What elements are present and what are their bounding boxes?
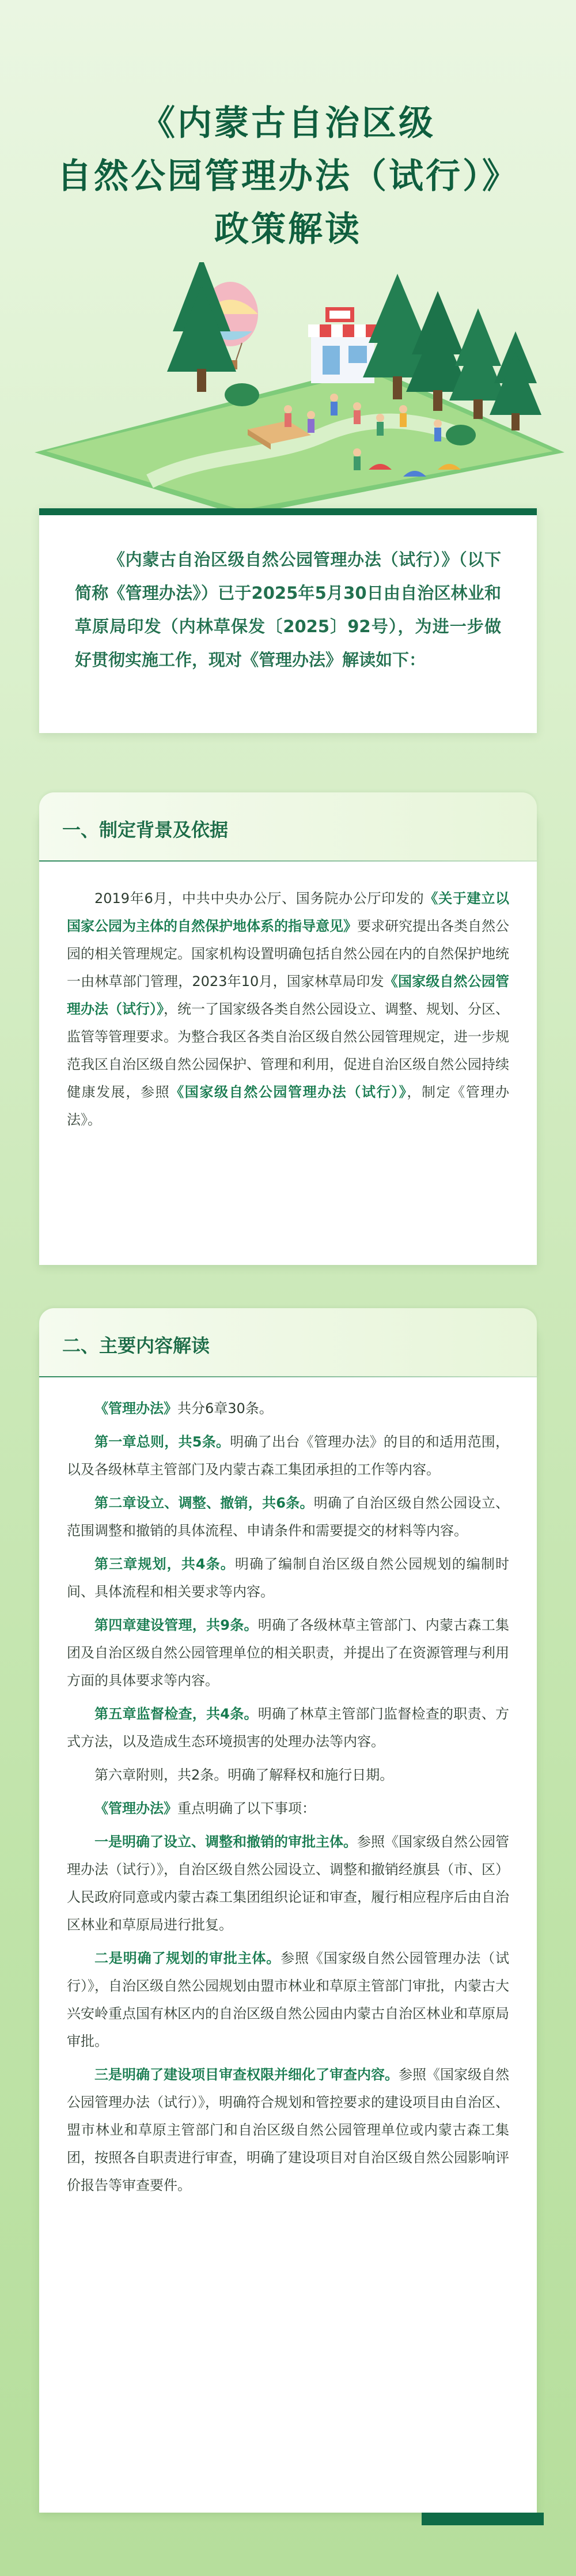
highlight-text: 一是明确了设立、调整和撤销的审批主体。 (94, 1834, 357, 1850)
section-header (39, 1308, 537, 1377)
intro-text: 《内蒙古自治区级自然公园管理办法（试行）》（以下简称《管理办法》）已于2025年5月30日由自治区林业和草原局印发（内林草保发〔2025〕92号），为进一步做好贯彻实施工作，现对《管理办法》解读如下： (75, 550, 501, 670)
page-title (0, 97, 576, 256)
text-run: 参照《国家级自然公园管理办法（试行）》，自治区级自然公园规划由盟市林业和草原主管部门审批，内蒙古大兴安岭重点国有林区内的自治区级自然公园由内蒙古自治区林业和草原局审批。 (67, 1950, 510, 2049)
highlight-text: 《国家级自然公园管理办法（试行）》 (170, 1084, 407, 1100)
text-run: 重点明确了以下事项： (177, 1800, 316, 1816)
paragraph (67, 1611, 509, 1694)
intro-box (39, 508, 537, 733)
text-run: 明确了各级林草主管部门、内蒙古森工集团及自治区级自然公园管理单位的相关职责，并提出了在资源管理与利用方面的具体要求等内容。 (67, 1617, 509, 1689)
section-body (67, 1395, 509, 2199)
section-divider (39, 1376, 537, 1377)
paragraph (67, 1550, 509, 1606)
highlight-text: 二是明确了规划的审批主体。 (94, 1950, 281, 1966)
paragraph (67, 1795, 509, 1822)
paragraph (67, 885, 509, 1134)
text-run: ，制定《管理办法》。 (67, 1084, 510, 1128)
section-background (39, 815, 537, 1265)
text-run: 参照《国家级自然公园管理办法（试行）》，明确符合规划和管控要求的建设项目由自治区、盟市林业和草原主管部门和自治区级自然公园管理单位或内蒙古森工集团，按照各自职责进行审查，明确了建设项目对自治区级自然公园影响评价报告等审查要件。 (67, 2067, 509, 2193)
paragraph (67, 1828, 509, 1939)
hero-banner (0, 0, 576, 519)
paragraph (67, 1489, 509, 1544)
title-line-1: 《内蒙古自治区级 (141, 103, 435, 143)
highlight-text: 《管理办法》 (94, 1400, 177, 1417)
highlight-text: 《国家级自然公园管理办法（试行）》 (67, 973, 510, 1017)
paragraph (67, 2061, 509, 2199)
text-run: ，统一了国家级各类自然公园设立、调整、规划、分区、监管等管理要求。为整合我区各类自治区级自然公园管理规定，进一步规范我区自治区级自然公园保护、管理和利用，促进自治区级自然公园持续健康发展，参照 (67, 1001, 509, 1100)
paragraph (67, 1944, 509, 2055)
highlight-text: 第二章设立、调整、撤销，共6条。 (94, 1495, 314, 1511)
paragraph: 第六章附则，共2条。明确了解释权和施行日期。 (94, 1767, 394, 1783)
text-run: 明确了自治区级自然公园设立、范围调整和撤销的具体流程、申请条件和需要提交的材料等内容。 (67, 1495, 510, 1539)
tree-icon (167, 262, 236, 392)
text-run: 明确了编制自治区级自然公园规划的编制时间、具体流程和相关要求等内容。 (67, 1556, 510, 1600)
tree-icon (490, 331, 541, 430)
section-header (39, 792, 537, 862)
paragraph (67, 1395, 509, 1422)
section-heading: 一、制定背景及依据 (62, 819, 229, 841)
text-run: 参照《国家级自然公园管理办法（试行）》，自治区级自然公园设立、调整和撤销经旗县（市、区）人民政府同意或内蒙古森工集团组织论证和审查，履行相应程序后由自治区林业和草原局进行批复。 (67, 1834, 509, 1933)
text-run: 要求研究提出各类自然公园的相关管理规定。国家机构设置明确包括自然公园在内的自然保护地统一由林草部门管理，2023年10月，国家林草局印发 (67, 918, 509, 989)
title-line-2: 自然公园管理办法（试行）》 (57, 156, 519, 197)
text-run: 2019年6月，中共中央办公厅、国务院办公厅印发的 (94, 890, 425, 906)
highlight-text: 第三章规划，共4条。 (94, 1556, 235, 1572)
section-main-content (39, 1331, 537, 2513)
highlight-text: 第四章建设管理，共9条。 (94, 1617, 258, 1633)
text-run: 明确了林草主管部门监督检查的职责、方式方法，以及造成生态环境损害的处理办法等内容。 (67, 1706, 509, 1750)
intro-top-bar (39, 508, 537, 515)
footer-accent-bar (422, 2513, 544, 2525)
highlight-text: 《关于建立以国家公园为主体的自然保护地体系的指导意见》 (67, 890, 509, 934)
section-divider (39, 860, 537, 862)
section-heading: 二、主要内容解读 (62, 1335, 210, 1357)
paragraph (67, 1700, 509, 1755)
title-line-3: 政策解读 (214, 209, 362, 250)
highlight-text: 三是明确了建设项目审查权限并细化了审查内容。 (94, 2067, 399, 2083)
park-illustration (0, 262, 576, 516)
text-run: 明确了出台《管理办法》的目的和适用范围，以及各级林草主管部门及内蒙古森工集团承担的工作等内容。 (67, 1434, 509, 1478)
section-body (67, 885, 509, 1134)
highlight-text: 第五章监督检查，共4条。 (94, 1706, 258, 1722)
text-run: 共分6章30条。 (177, 1400, 273, 1417)
highlight-text: 《管理办法》 (94, 1800, 177, 1816)
paragraph (67, 1428, 509, 1483)
highlight-text: 第一章总则，共5条。 (94, 1434, 230, 1450)
